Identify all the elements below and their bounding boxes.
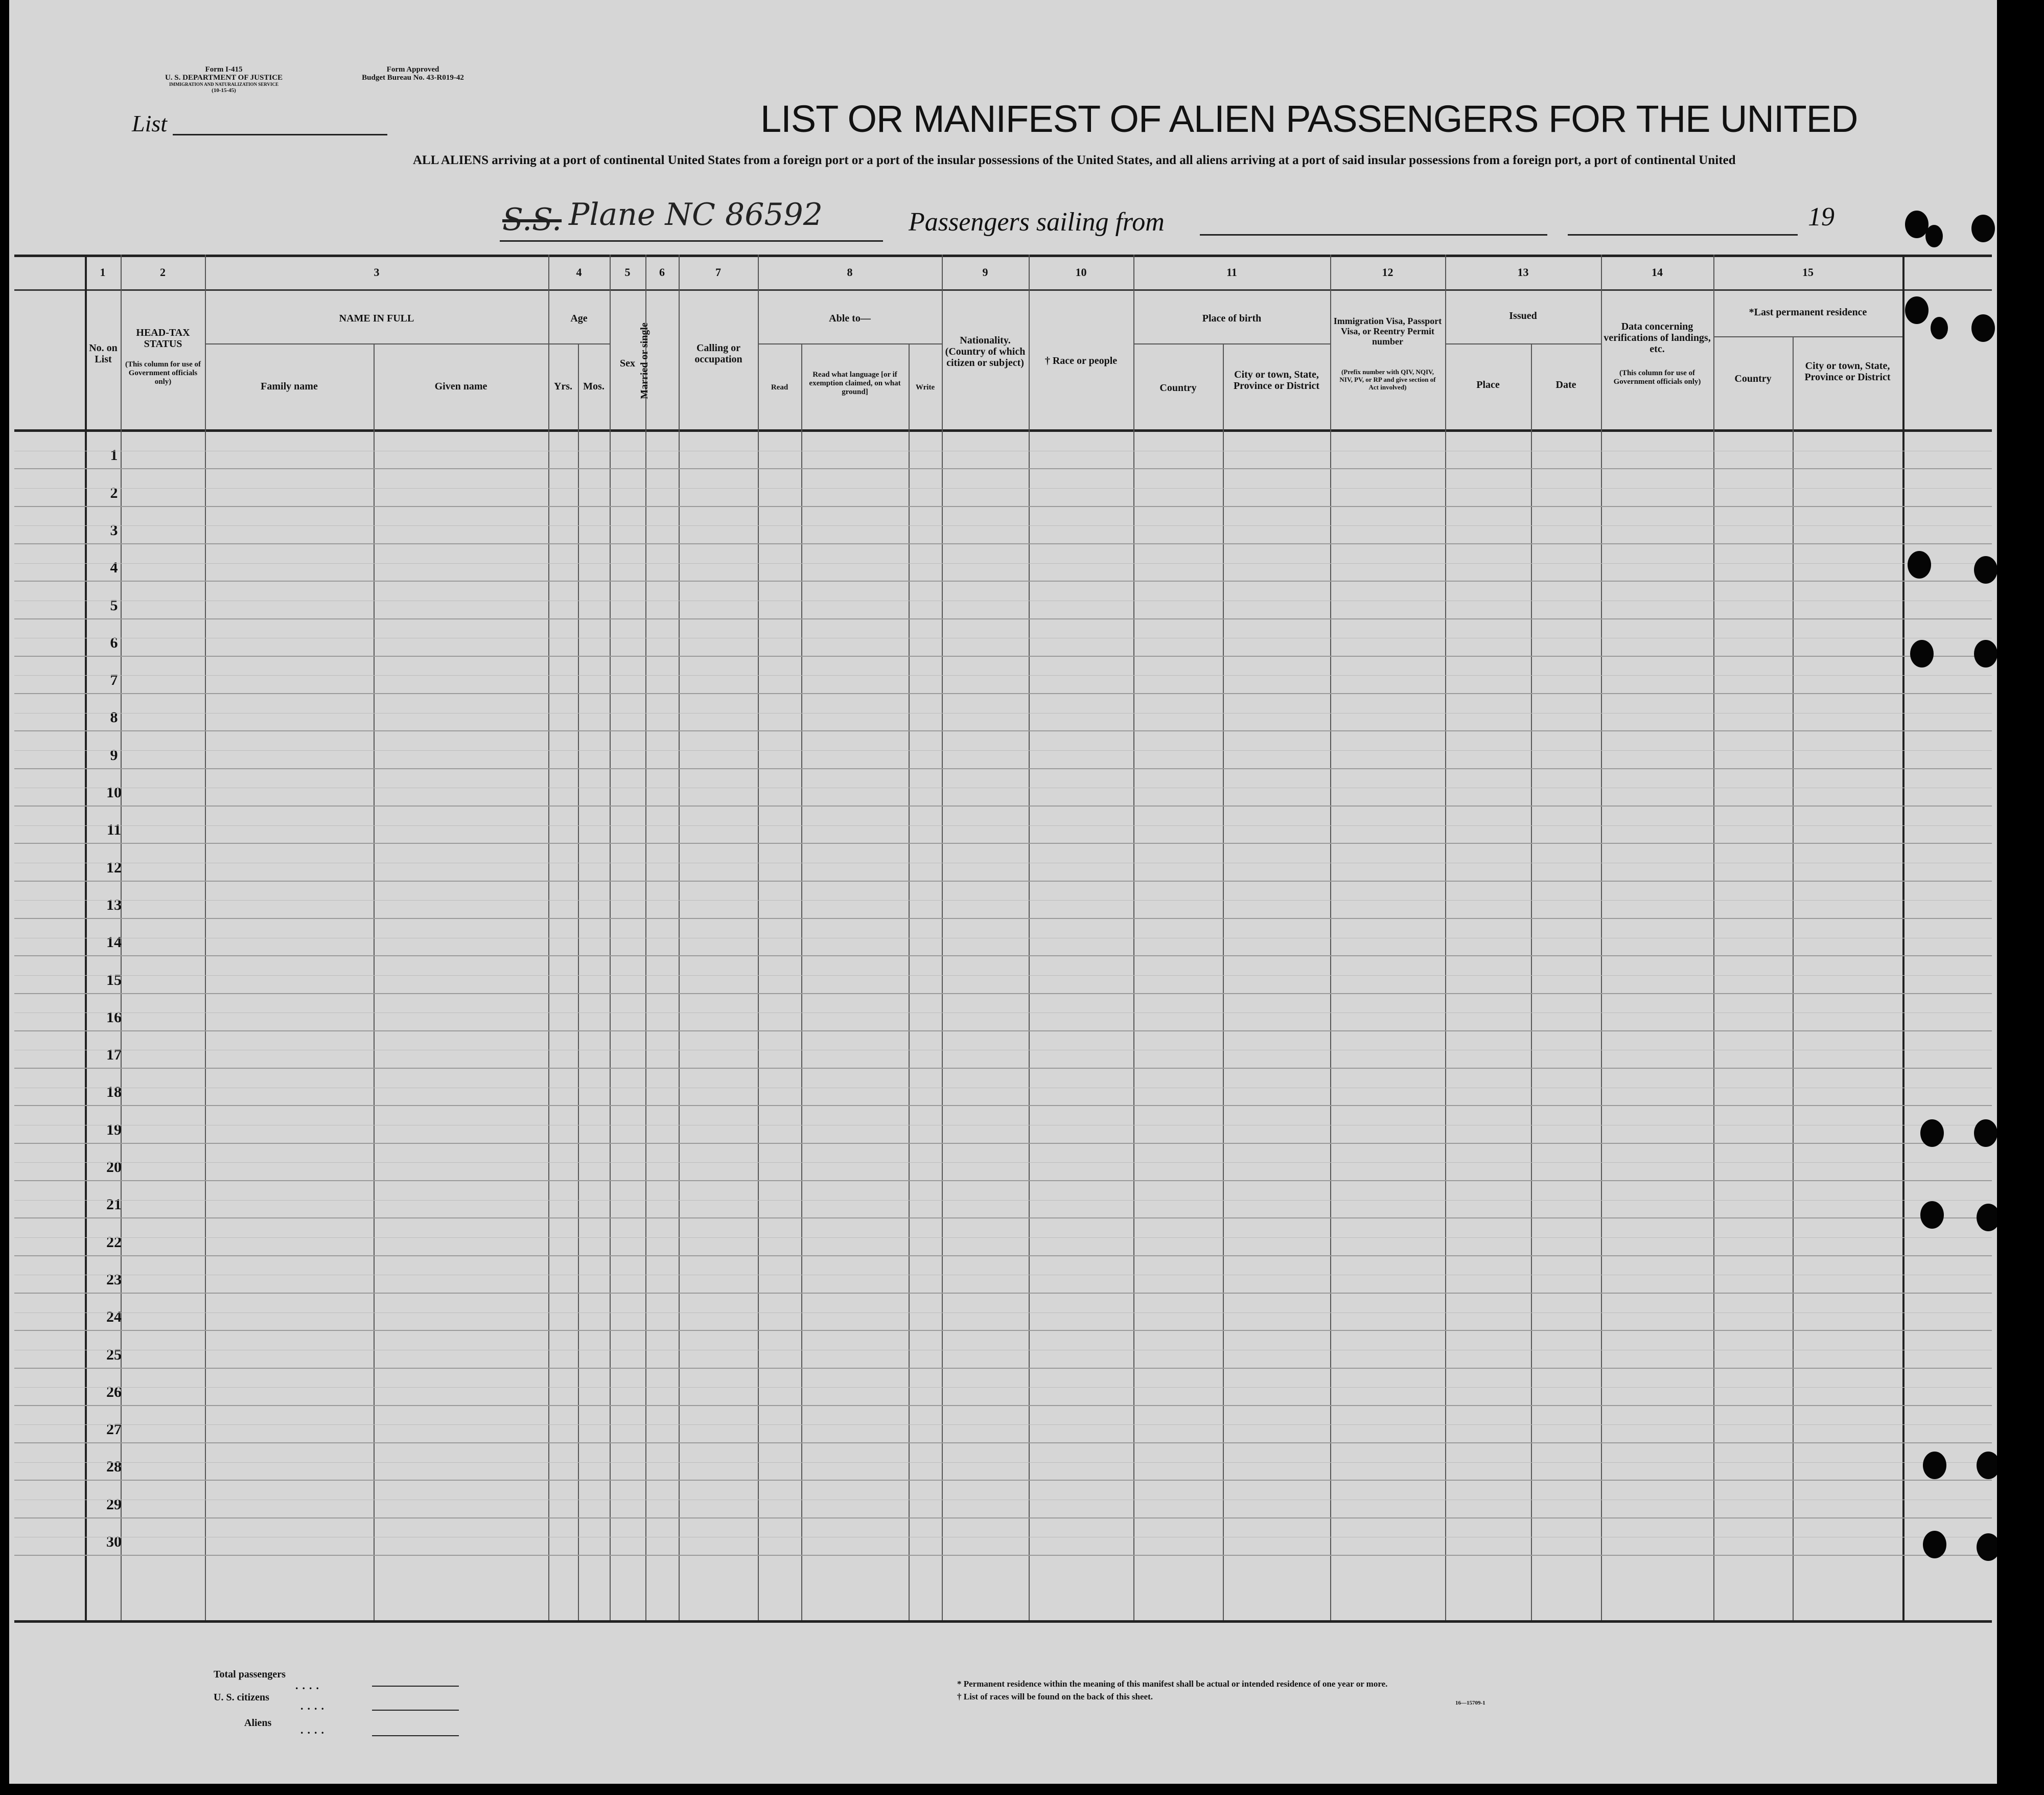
row-number: 14 xyxy=(106,934,122,951)
punch-hole xyxy=(1974,556,1997,584)
row-number: 17 xyxy=(106,1046,122,1063)
table-row[interactable] xyxy=(14,1442,1992,1481)
row-number: 21 xyxy=(106,1196,122,1213)
punch-hole xyxy=(1977,1204,1997,1231)
header-age-years: Yrs. xyxy=(553,381,573,392)
form-number: Form I-415 xyxy=(205,65,243,74)
header-write: Write xyxy=(915,383,935,392)
sailing-port-field[interactable] xyxy=(1200,234,1547,236)
header-age-months: Mos. xyxy=(583,381,605,392)
header-married-single: Married or single xyxy=(639,323,650,399)
punch-hole xyxy=(1908,551,1931,579)
row-number: 4 xyxy=(110,559,118,576)
header-residence-city: City or town, State, Province or District xyxy=(1804,360,1891,383)
col-number-5: 5 xyxy=(624,266,631,279)
aliens-field[interactable] xyxy=(372,1735,459,1736)
col-number-12: 12 xyxy=(1382,266,1393,279)
row-sub-rule xyxy=(14,900,1992,901)
header-last-residence: *Last permanent residence xyxy=(1749,307,1867,318)
row-sub-rule xyxy=(14,1424,1992,1425)
punch-hole xyxy=(1905,211,1929,238)
punch-hole xyxy=(1920,1201,1944,1229)
punch-hole xyxy=(1923,1452,1946,1479)
punch-hole xyxy=(1974,640,1997,668)
table-row[interactable] xyxy=(14,1180,1992,1218)
row-number: 6 xyxy=(110,634,118,651)
row-number: 1 xyxy=(110,447,118,464)
row-sub-rule xyxy=(14,525,1992,526)
row-number: 11 xyxy=(106,821,122,838)
row-sub-rule xyxy=(14,1387,1992,1388)
col-number-10: 10 xyxy=(1075,266,1087,279)
punch-hole xyxy=(1971,215,1995,242)
service-name: IMMIGRATION AND NATURALIZATION SERVICE xyxy=(169,82,278,87)
birth-subheader-rule xyxy=(1133,343,1330,344)
punch-hole xyxy=(1925,225,1943,247)
vessel-field[interactable] xyxy=(492,197,886,243)
header-birth-city: City or town, State, Province or District xyxy=(1233,369,1320,392)
row-number: 19 xyxy=(106,1121,122,1138)
header-family-name: Family name xyxy=(261,381,318,392)
row-sub-rule xyxy=(14,825,1992,826)
header-residence-country: Country xyxy=(1734,373,1772,384)
header-given-name: Given name xyxy=(434,381,487,392)
row-sub-rule xyxy=(14,975,1992,976)
total-passengers-field[interactable] xyxy=(372,1686,459,1687)
header-issued-date: Date xyxy=(1555,379,1576,390)
aliens-leader: .... xyxy=(300,1723,328,1736)
row-sub-rule xyxy=(14,1012,1992,1013)
row-number: 9 xyxy=(110,747,118,764)
row-sub-rule xyxy=(14,675,1992,676)
table-row[interactable] xyxy=(14,918,1992,956)
name-subheader-rule xyxy=(205,343,558,344)
header-issued-place: Place xyxy=(1476,379,1500,390)
row-sub-rule xyxy=(14,488,1992,489)
row-number: 2 xyxy=(110,485,118,501)
row-number: 7 xyxy=(110,672,118,688)
list-number-field[interactable] xyxy=(173,134,387,135)
table-row[interactable] xyxy=(14,1293,1992,1331)
budget-number: Budget Bureau No. 43-R019-42 xyxy=(362,74,464,82)
header-no-on-list: No. on List xyxy=(89,342,118,365)
header-able-to: Able to— xyxy=(829,313,871,324)
us-citizens-label: U. S. citizens xyxy=(214,1692,269,1703)
table-row[interactable] xyxy=(14,806,1992,844)
row-number: 15 xyxy=(106,972,122,988)
table-row[interactable] xyxy=(14,543,1992,582)
row-number: 24 xyxy=(106,1308,122,1325)
table-bottom-rule xyxy=(14,1620,1992,1623)
able-subheader-rule xyxy=(758,343,942,344)
col-number-2: 2 xyxy=(160,266,166,279)
list-label: List xyxy=(132,110,168,136)
row-number: 29 xyxy=(106,1496,122,1513)
row-number: 16 xyxy=(106,1009,122,1026)
row-sub-rule xyxy=(14,1162,1992,1163)
row-sub-rule xyxy=(14,1200,1992,1201)
punch-hole xyxy=(1920,1119,1944,1147)
col-number-11: 11 xyxy=(1226,266,1237,279)
punch-hole xyxy=(1977,1533,1997,1561)
header-issued: Issued xyxy=(1509,310,1537,321)
vessel-underline xyxy=(500,240,883,242)
col-number-4: 4 xyxy=(576,266,582,279)
row-number: 5 xyxy=(110,597,118,614)
row-number: 22 xyxy=(106,1234,122,1251)
table-row[interactable] xyxy=(14,431,1992,469)
form-date-code: (10-15-45) xyxy=(212,87,236,94)
row-number: 18 xyxy=(106,1084,122,1100)
vessel-name-handwritten: Plane NC 86592 xyxy=(569,197,823,233)
footnote-residence: * Permanent residence within the meaning of this manifest shall be actual or intended residence of one year or more. xyxy=(957,1679,1388,1689)
sailing-from-label: Passengers sailing from xyxy=(909,208,1165,237)
sailing-date-field[interactable] xyxy=(1568,234,1798,236)
col-number-3: 3 xyxy=(374,266,380,279)
row-number: 12 xyxy=(106,859,122,876)
row-sub-rule xyxy=(14,1237,1992,1238)
header-verifications: Data concerning verifications of landings, etc. xyxy=(1604,321,1711,355)
age-subheader-rule xyxy=(548,343,610,344)
col-number-8: 8 xyxy=(847,266,853,279)
column-number-rule xyxy=(14,289,1992,291)
header-calling: Calling or occupation xyxy=(694,342,742,365)
department-name: U. S. DEPARTMENT OF JUSTICE xyxy=(165,74,283,82)
punch-hole xyxy=(1971,314,1995,342)
table-row[interactable] xyxy=(14,693,1992,731)
row-sub-rule xyxy=(14,1462,1992,1463)
page-title: LIST OR MANIFEST OF ALIEN PASSENGERS FOR THE UNITED xyxy=(760,98,1858,140)
punch-hole xyxy=(1977,1452,1997,1479)
footnote-races: † List of races will be found on the back of this sheet. xyxy=(957,1692,1153,1701)
col-number-9: 9 xyxy=(982,266,988,279)
punch-hole xyxy=(1931,317,1948,339)
row-sub-rule xyxy=(14,713,1992,714)
header-place-of-birth: Place of birth xyxy=(1202,313,1262,324)
header-visa: Immigration Visa, Passport Visa, or Reentry Permit number xyxy=(1333,316,1442,347)
header-sex: Sex xyxy=(620,358,635,369)
row-number: 10 xyxy=(106,784,122,801)
residence-subheader-rule xyxy=(1713,336,1902,337)
page-subtitle: ALL ALIENS arriving at a port of continental United States from a foreign port or a port of the insular possessions of the United States, and all aliens arriving at a port of said insular possessions from a foreign port, a port of continental United xyxy=(413,153,1736,167)
row-number: 27 xyxy=(106,1421,122,1438)
year-prefix: 19 xyxy=(1808,202,1834,232)
row-sub-rule xyxy=(14,563,1992,564)
table-row[interactable] xyxy=(14,1068,1992,1106)
header-visa-note: (Prefix number with QIV, NQIV, NIV, PV, or RP and give section of Act involved) xyxy=(1339,368,1436,391)
punch-hole xyxy=(1910,640,1934,668)
punch-hole xyxy=(1974,1119,1997,1147)
col-number-6: 6 xyxy=(659,266,665,279)
punch-hole xyxy=(1905,296,1929,324)
total-passengers-label: Total passengers xyxy=(214,1669,286,1680)
row-number: 8 xyxy=(110,709,118,726)
row-number: 30 xyxy=(106,1533,122,1550)
header-verifications-note: (This column for use of Government officials only) xyxy=(1613,369,1701,386)
header-nationality: Nationality. (Country of which citizen or subject) xyxy=(945,335,1026,369)
row-number: 28 xyxy=(106,1458,122,1475)
header-head-tax-note: (This column for use of Government officials only) xyxy=(125,360,201,386)
us-citizens-field[interactable] xyxy=(372,1710,459,1711)
row-number: 26 xyxy=(106,1384,122,1400)
header-read: Read xyxy=(771,383,788,392)
manifest-sheet xyxy=(9,0,1997,1784)
col-number-14: 14 xyxy=(1652,266,1663,279)
budget-approval xyxy=(331,65,495,82)
col-number-7: 7 xyxy=(715,266,721,279)
punch-hole xyxy=(1923,1531,1946,1558)
header-read-language: Read what language [or if exemption claimed, on what ground] xyxy=(809,371,901,396)
col-number-15: 15 xyxy=(1802,266,1814,279)
aliens-label: Aliens xyxy=(244,1717,272,1729)
row-number: 13 xyxy=(106,896,122,913)
header-age: Age xyxy=(570,313,588,324)
print-code: 16—15709-1 xyxy=(1455,1700,1485,1706)
table-top-rule xyxy=(14,255,1992,257)
row-sub-rule xyxy=(14,750,1992,751)
issued-subheader-rule xyxy=(1445,343,1601,344)
approval-label: Form Approved xyxy=(386,65,439,74)
header-head-tax: HEAD-TAX STATUS xyxy=(136,327,190,350)
header-name-in-full: NAME IN FULL xyxy=(339,313,414,324)
header-birth-country: Country xyxy=(1159,382,1197,394)
form-identification xyxy=(127,65,321,94)
row-number: 25 xyxy=(106,1346,122,1363)
col-number-1: 1 xyxy=(100,266,106,279)
row-number: 3 xyxy=(110,522,118,539)
total-passengers-leader: .... xyxy=(295,1679,323,1692)
struck-ss-label: S.S. xyxy=(502,202,562,238)
header-race: † Race or people xyxy=(1044,355,1118,366)
row-number: 23 xyxy=(106,1271,122,1288)
row-number: 20 xyxy=(106,1159,122,1176)
us-citizens-leader: .... xyxy=(300,1699,328,1712)
col-number-13: 13 xyxy=(1517,266,1529,279)
